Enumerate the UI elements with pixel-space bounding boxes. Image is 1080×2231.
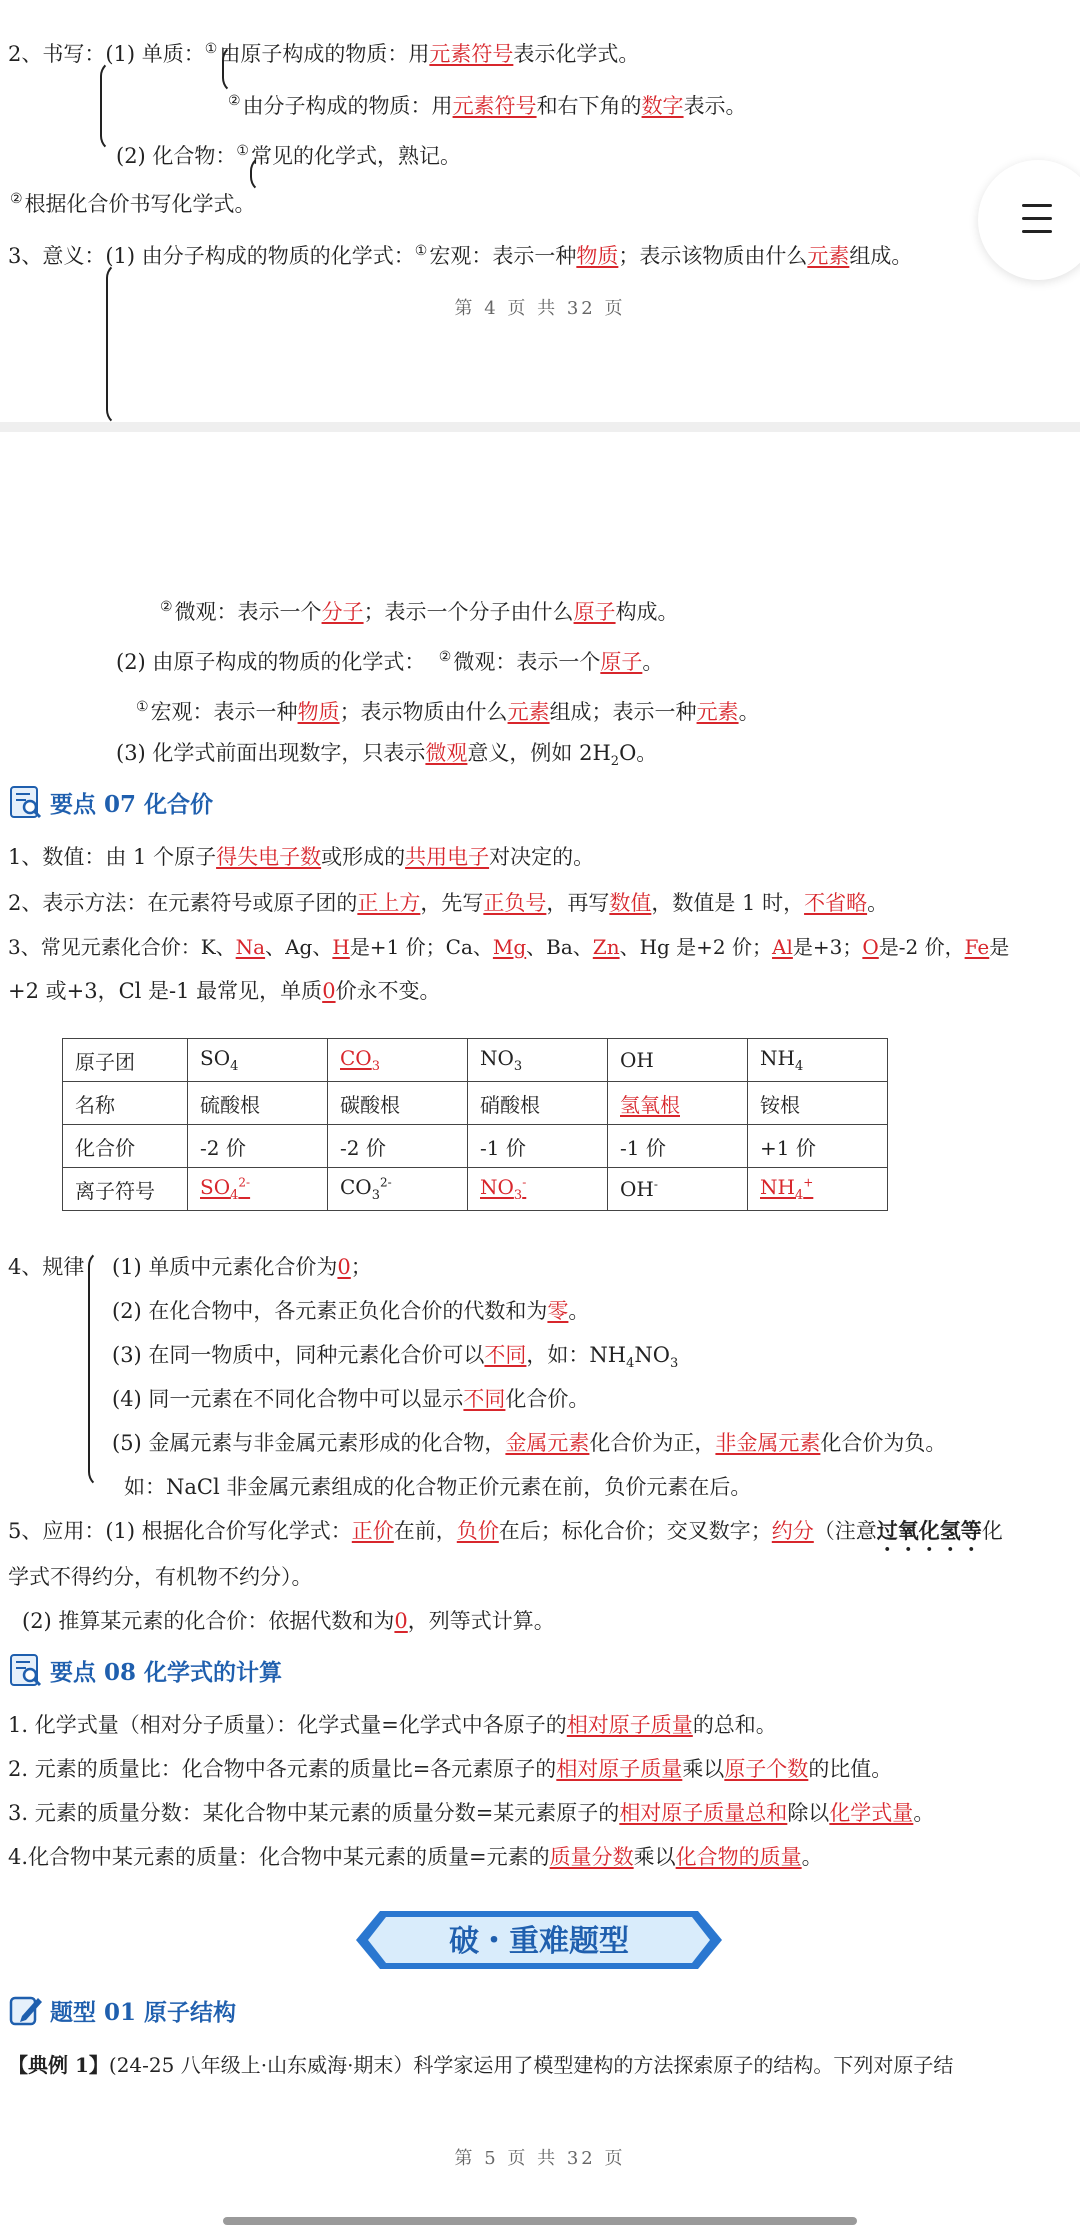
- calc-4: 4.化合物中某元素的质量：化合物中某元素的质量=元素的质量分数乘以化合物的质量。: [8, 1845, 823, 1869]
- hamburger-icon: [1022, 217, 1052, 220]
- line-atom-formula: (2) 由原子构成的物质的化学式： ②微观：表示一个原子。: [116, 649, 664, 674]
- page-4: [0, 0, 1080, 422]
- brace: [100, 60, 116, 152]
- line-2-compound: (2) 化合物：①常见的化学式，熟记。: [116, 143, 461, 168]
- line-application-3: (2) 推算某元素的化合价：依据代数和为0，列等式计算。: [22, 1609, 555, 1633]
- rule-2: (2) 在化合物中，各元素正负化合价的代数和为零。: [112, 1299, 590, 1323]
- table-cell: $SO_4$: [188, 1039, 328, 1082]
- page-5: [0, 432, 1080, 2231]
- table-row: [63, 1082, 888, 1125]
- line-application-2: 学式不得约分，有机物不约分）。: [8, 1565, 313, 1589]
- rule-example: 如：NaCl 非金属元素组成的化合物正价元素在前，负价元素在后。: [124, 1475, 752, 1499]
- brace: [88, 1250, 104, 1488]
- line-3-meaning: 3、意义：(1) 由分子构成的物质的化学式：①宏观：表示一种物质；表示该物质由什么元素组成。: [8, 243, 913, 268]
- line-micro-molecule: ②微观：表示一个分子；表示一个分子由什么原子构成。: [160, 599, 679, 624]
- section-heading-t01: 题型 01 原子结构: [8, 1992, 236, 2028]
- table-cell: 离子符号: [63, 1168, 188, 1211]
- banner-text: 破・重难题型: [449, 1924, 629, 1959]
- table-cell: 硝酸根: [468, 1082, 608, 1125]
- line-common-valence: 3、常见元素化合价：K、Na、Ag、H是+1 价；Ca、Mg、Ba、Zn、Hg 是+2 价；Al是+3；O是-2 价，Fe是: [8, 935, 1010, 959]
- table-cell: $SO_4^{2-}$: [188, 1168, 328, 1211]
- table-cell: -2 价: [188, 1125, 328, 1168]
- radical-table: [62, 1038, 888, 1211]
- page-number: 第 5 页 共 32 页: [454, 2148, 626, 2169]
- line-notation: 2、表示方法：在元素符号或原子团的正上方，先写正负号，再写数值，数值是 1 时，不省略。: [8, 891, 889, 915]
- table-cell: 碳酸根: [328, 1082, 468, 1125]
- table-cell: $NO_3$: [468, 1039, 608, 1082]
- line-common-valence-2: +2 或+3，Cl 是-1 最常见，单质0价永不变。: [8, 979, 441, 1003]
- table-cell: 氢氧根: [608, 1082, 748, 1125]
- table-row: [63, 1168, 888, 1211]
- line-macro-atom: ①宏观：表示一种物质；表示物质由什么元素组成；表示一种元素。: [136, 699, 760, 724]
- line-2-molecule: ②由分子构成的物质：用元素符号和右下角的数字表示。: [228, 93, 747, 118]
- table-cell: 硫酸根: [188, 1082, 328, 1125]
- table-cell: $CO_3^{2-}$: [328, 1168, 468, 1211]
- table-cell: 名称: [63, 1082, 188, 1125]
- calc-2: 2. 元素的质量比：化合物中各元素的质量比=各元素原子的相对原子质量乘以原子个数的比值。: [8, 1757, 893, 1781]
- page-gap: [0, 422, 1080, 432]
- table-cell: $CO_3$: [328, 1039, 468, 1082]
- table-cell: $NH_4^+$: [748, 1168, 888, 1211]
- rule-5: (5) 金属元素与非金属元素形成的化合物，金属元素化合价为正，非金属元素化合价为负。: [112, 1431, 947, 1455]
- rules-heading: 4、规律: [8, 1255, 85, 1279]
- table-cell: OH-: [608, 1168, 748, 1211]
- line-application: 5、应用：(1) 根据化合价写化学式：正价在前，负价在后；标化合价；交叉数字；约分（注意过氧化氢等化: [8, 1518, 1003, 1543]
- table-cell: -1 价: [468, 1125, 608, 1168]
- table-cell: 原子团: [63, 1039, 188, 1082]
- section-banner: [356, 1905, 722, 1975]
- table-row: [63, 1039, 888, 1082]
- hamburger-icon: [1022, 230, 1052, 233]
- table-cell: -1 价: [608, 1125, 748, 1168]
- table-row: [63, 1125, 888, 1168]
- brace: [106, 262, 122, 422]
- rule-3: (3) 在同一物质中，同种元素化合价可以不同，如：$NH_4NO_3$: [112, 1343, 679, 1372]
- table-cell: +1 价: [748, 1125, 888, 1168]
- table-cell: 铵根: [748, 1082, 888, 1125]
- table-cell: 化合价: [63, 1125, 188, 1168]
- table-cell: $NO_3^-$: [468, 1168, 608, 1211]
- line-2-valence: ②根据化合价书写化学式。: [10, 191, 256, 216]
- line-2-writing: 2、书写：(1) 单质：①由原子构成的物质：用元素符号表示化学式。: [8, 41, 640, 66]
- magnifier-doc-icon: [8, 784, 44, 820]
- table-cell: OH: [608, 1039, 748, 1082]
- section-heading-08: 要点 08 化学式的计算: [8, 1652, 282, 1688]
- line-value: 1、数值：由 1 个原子得失电子数或形成的共用电子对决定的。: [8, 845, 595, 869]
- pencil-note-icon: [8, 1992, 44, 2028]
- rule-1: (1) 单质中元素化合价为0；: [112, 1255, 372, 1279]
- calc-1: 1. 化学式量（相对分子质量）：化学式量=化学式中各原子的相对原子质量的总和。: [8, 1713, 777, 1737]
- page-number: 第 4 页 共 32 页: [454, 298, 626, 319]
- table-cell: $NH_4$: [748, 1039, 888, 1082]
- home-indicator[interactable]: [223, 2217, 857, 2225]
- line-coefficient: (3) 化学式前面出现数字，只表示微观意义，例如 $2H_2O$。: [116, 741, 658, 770]
- magnifier-doc-icon: [8, 1652, 44, 1688]
- table-cell: -2 价: [328, 1125, 468, 1168]
- example-1: 【典例 1】(24-25 八年级上·山东威海·期末）科学家运用了模型建构的方法探索原子的结构。下列对原子结: [8, 2053, 954, 2077]
- rule-4: (4) 同一元素在不同化合物中可以显示不同化合价。: [112, 1387, 590, 1411]
- hamburger-icon: [1022, 204, 1052, 207]
- section-heading-07: 要点 07 化合价: [8, 784, 213, 820]
- calc-3: 3. 元素的质量分数：某化合物中某元素的质量分数=某元素原子的相对原子质量总和除以化学式量。: [8, 1801, 935, 1825]
